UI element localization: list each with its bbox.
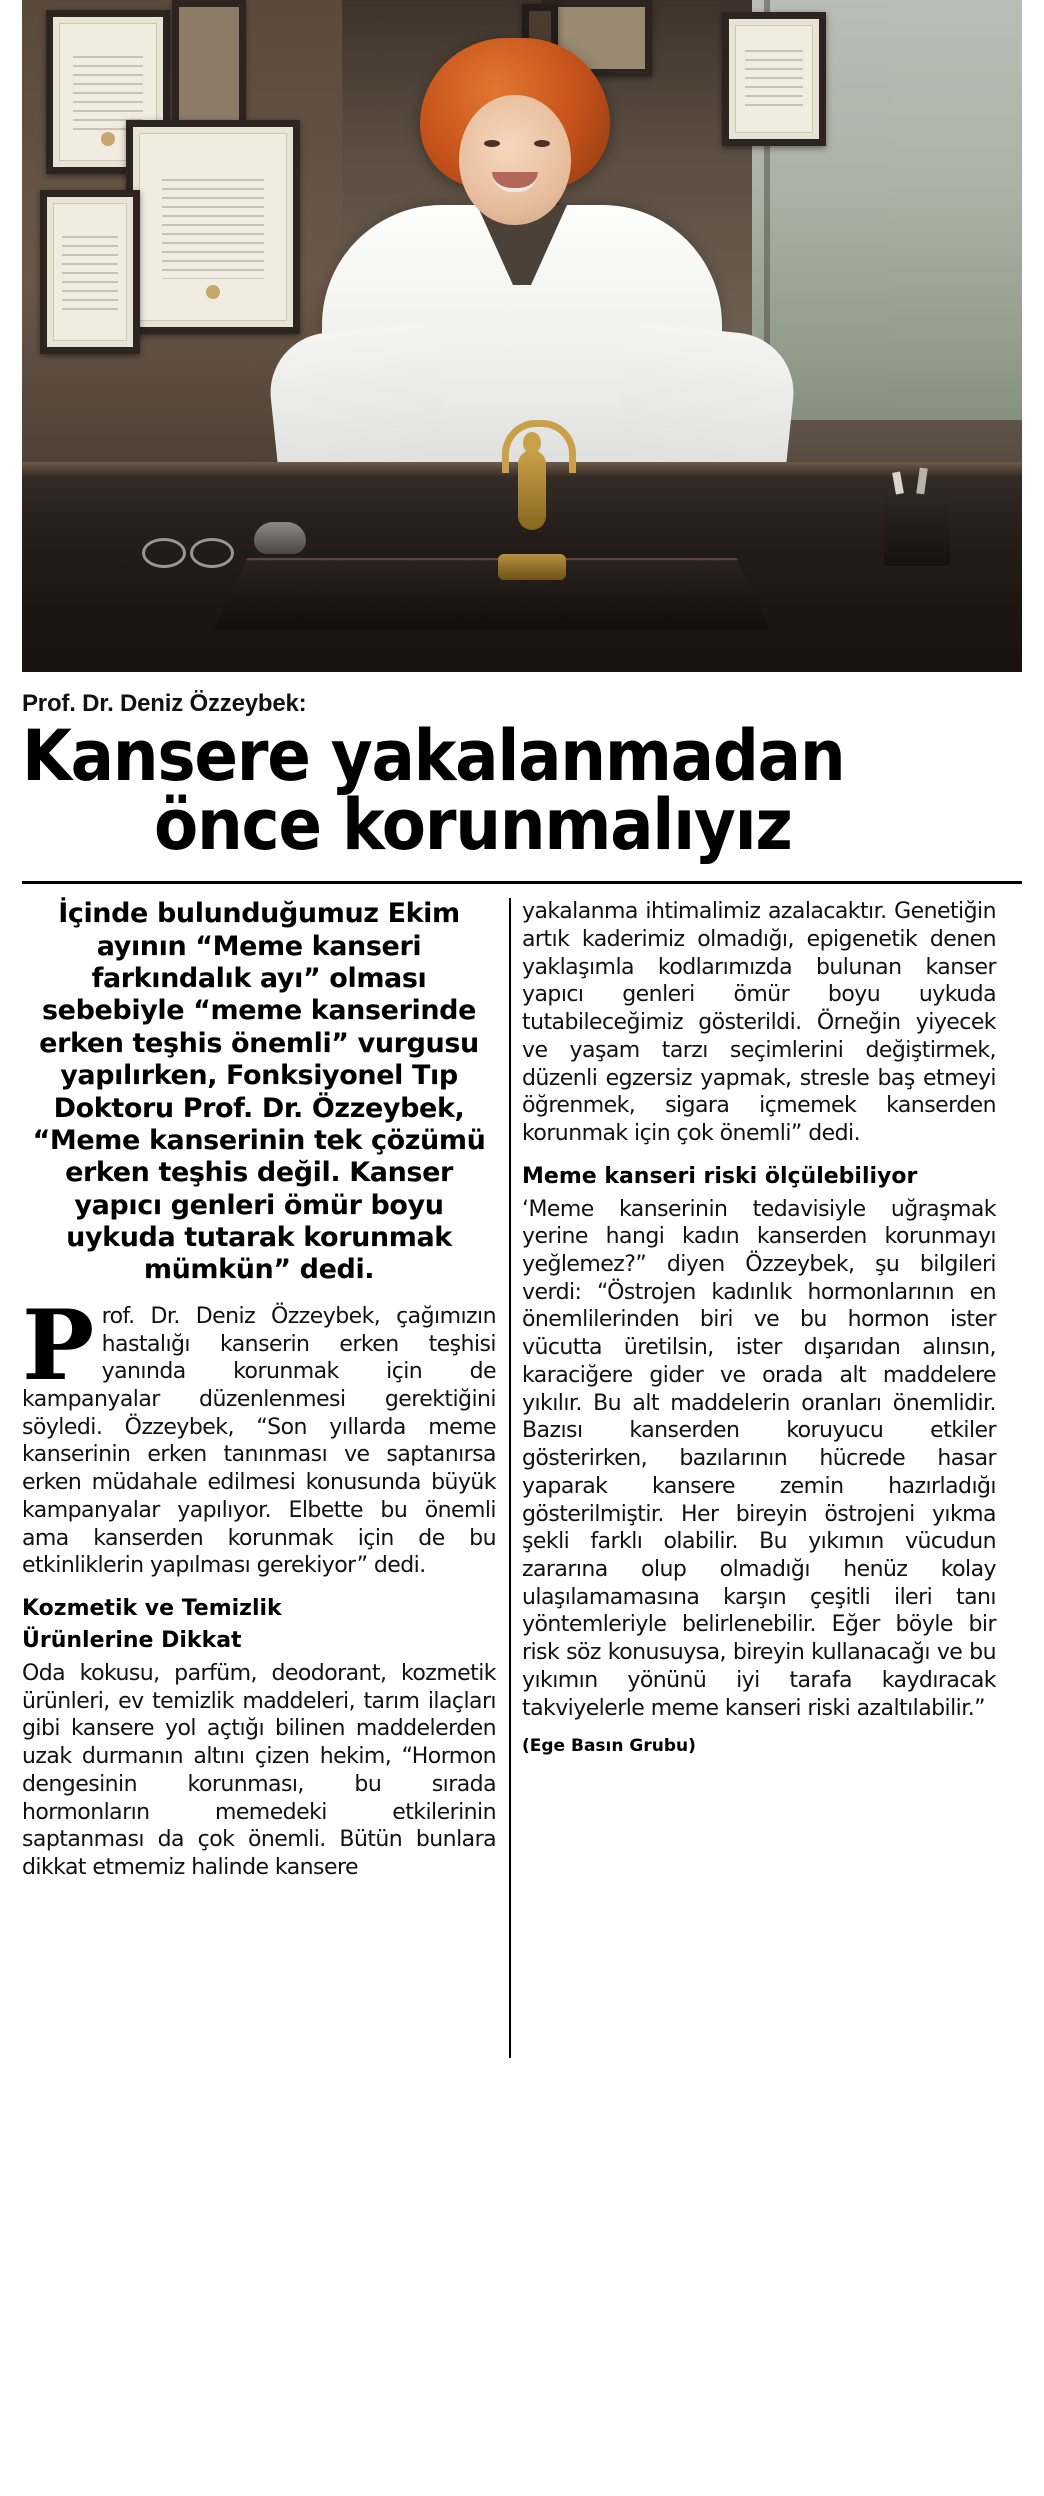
column-left [22, 898, 496, 1896]
left-subhead-line-2: Ürünlerine Dikkat [22, 1628, 242, 1654]
page-title [22, 715, 942, 866]
article-columns [22, 898, 1022, 1896]
column-right [522, 898, 996, 1896]
subject-face [459, 95, 571, 225]
left-paragraph-2: Oda kokusu, parfüm, deodorant, kozmetik ürünleri, ev temizlik maddeleri, tarım ilaçları gibi kansere yol açtığı bilinen maddelerden uzak durmanın altını çizen hekim, “Hormon dengesinin korunması, bu sırada hormonların memedeki etkilerinin saptanması da çok önemli. Bütün bunlara dikkat etmemiz halinde kansere [22, 1660, 496, 1880]
certificate-frame-icon [40, 190, 140, 354]
computer-mouse-icon [254, 522, 306, 554]
left-subhead-line-1: Kozmetik ve Temizlik [22, 1596, 282, 1622]
headline-line-2: önce korunmalıyız [154, 783, 792, 866]
left-paragraph-1: Prof. Dr. Deniz Özzeybek, çağımızın hastalığı kanserin erken teşhisi yanında korunmak için de kampanyalar düzenlenmesi gerektiğini söyledi. Özzeybek, “Son yıllarda meme kanserinin erken tanınması ve saptanırsa erken müdahale edilmesi konusunda büyük kampanyalar yapılıyor. Elbette bu önemli ama kanserden korunmak için de bu etkinliklerin yapılması gerekiyor” dedi. [22, 1288, 496, 1579]
subject-eye-right [534, 140, 550, 147]
right-subhead: Meme kanseri riski ölçülebiliyor [522, 1163, 918, 1189]
article-kicker: Prof. Dr. Deniz Özzeybek: [22, 690, 307, 717]
eyeglasses-icon [142, 538, 232, 564]
right-paragraph-1: yakalanma ihtimalimiz azalacaktır. Genetiğin artık kaderimiz olmadığı, epigenetik denen yaklaşımla kodlarımızda bulunan kanser yapıcı genleri ömür boyu uykuda tutabileceğimiz gösterildi. Örneğin yiyecek ve yaşam tarzı seçimlerini değiştirmek, düzenli egzersiz yapmak, stresle baş etmeyi öğrenmek, sigara içmemek kanserden korunmak için çok önemli” dedi. [522, 899, 996, 1146]
article-photo [22, 0, 1022, 672]
certificate-frame-icon [172, 0, 246, 134]
column-divider [509, 898, 511, 2058]
article-intro: İçinde bulunduğumuz Ekim ayının “Meme kanseri farkındalık ayı” olması sebebiyle “meme kanserinde erken teşhis önemli” vurgusu yapılırken, Fonksiyonel Tıp Doktoru Prof. Dr. Özzeybek, “Meme kanserinin tek çözümü erken teşhis değil. Kanser yapıcı genleri ömür boyu uykuda tutarak korunmak mümkün” dedi. [32, 898, 486, 1286]
certificate-frame-icon [126, 120, 300, 334]
subject-eye-left [484, 140, 500, 147]
brass-figurine-icon [492, 410, 572, 580]
header-divider [22, 881, 1022, 884]
pencil-cup-icon [884, 488, 950, 566]
certificate-frame-icon [722, 12, 826, 146]
article-credit: (Ege Basın Grubu) [522, 1736, 696, 1757]
headline-line-1: Kansere yakalanmadan [22, 715, 845, 797]
right-paragraph-2: ‘Meme kanserinin tedavisiyle uğraşmak yerine hangi kadın kanserden korunmayı yeğlemez?” diyen Özzeybek, şu bilgileri verdi: “Östrojen kadınlık hormonlarının en önemlilerinden biri ve bu hormon ister vücutta üretilsin, ister dışarıdan alınsın, karaciğere gider ve orada alt maddelere yıkılır. Bu alt maddelerin oranları önemlidir. Bazısı kanserden koruyucu etkiler gösterirken, bazılarının hücrede hasar yaparak kansere zemin hazırladığı gösterilmiştir. Her bireyin östrojeni yıkma şekli farklı olabilir. Bu yıkımın vücudun zararına olup olmadığı henüz kolay ulaşılamamasına karşın çeşitli ileri tanı yöntemleriyle belirlenebilir. Eğer böyle bir risk söz konusuysa, bireyin kullanacağı ve bu yıkımın yönünü iyi tarafa kaydıracak takviyelerle meme kanseri riski azaltılabilir.” [522, 1196, 996, 1721]
